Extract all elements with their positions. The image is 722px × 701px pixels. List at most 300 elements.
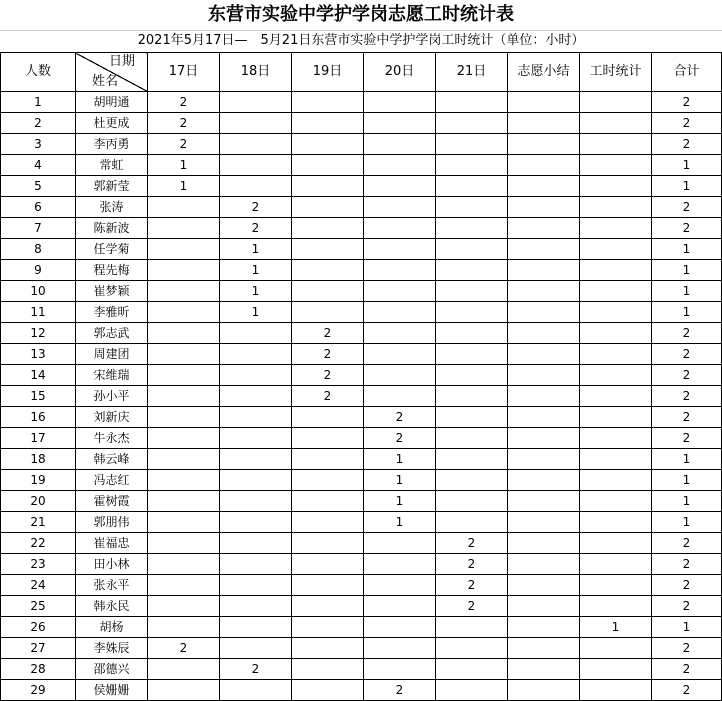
row-value-cell[interactable] bbox=[148, 344, 220, 365]
row-value-cell[interactable] bbox=[436, 92, 508, 113]
row-value-cell[interactable] bbox=[436, 449, 508, 470]
row-value-cell[interactable] bbox=[508, 617, 580, 638]
header-col[interactable]: 合计 bbox=[652, 53, 722, 92]
row-value-cell[interactable] bbox=[436, 239, 508, 260]
row-value-cell[interactable] bbox=[508, 176, 580, 197]
row-value-cell[interactable]: 2 bbox=[220, 218, 292, 239]
row-index-cell[interactable]: 18 bbox=[1, 449, 76, 470]
row-value-cell[interactable]: 1 bbox=[364, 491, 436, 512]
row-value-cell[interactable]: 1 bbox=[652, 302, 722, 323]
row-value-cell[interactable] bbox=[436, 302, 508, 323]
header-index[interactable]: 人数 bbox=[1, 53, 76, 92]
row-value-cell[interactable]: 1 bbox=[220, 281, 292, 302]
row-value-cell[interactable] bbox=[220, 176, 292, 197]
row-value-cell[interactable] bbox=[436, 659, 508, 680]
row-value-cell[interactable]: 1 bbox=[220, 260, 292, 281]
row-name-cell[interactable]: 韩永民 bbox=[76, 596, 148, 617]
row-value-cell[interactable]: 1 bbox=[364, 512, 436, 533]
row-index-cell[interactable]: 23 bbox=[1, 554, 76, 575]
row-value-cell[interactable] bbox=[508, 218, 580, 239]
row-name-cell[interactable]: 周建团 bbox=[76, 344, 148, 365]
row-value-cell[interactable] bbox=[292, 176, 364, 197]
row-value-cell[interactable] bbox=[580, 659, 652, 680]
row-value-cell[interactable] bbox=[364, 323, 436, 344]
row-value-cell[interactable] bbox=[220, 554, 292, 575]
row-value-cell[interactable] bbox=[508, 134, 580, 155]
row-value-cell[interactable]: 2 bbox=[148, 638, 220, 659]
row-value-cell[interactable] bbox=[220, 638, 292, 659]
row-value-cell[interactable] bbox=[148, 680, 220, 701]
row-value-cell[interactable] bbox=[436, 113, 508, 134]
row-value-cell[interactable]: 2 bbox=[364, 680, 436, 701]
row-value-cell[interactable] bbox=[364, 365, 436, 386]
row-name-cell[interactable]: 张涛 bbox=[76, 197, 148, 218]
row-value-cell[interactable] bbox=[580, 302, 652, 323]
header-date-name[interactable] bbox=[76, 53, 148, 92]
row-index-cell[interactable]: 24 bbox=[1, 575, 76, 596]
row-value-cell[interactable] bbox=[580, 260, 652, 281]
row-value-cell[interactable] bbox=[580, 638, 652, 659]
row-value-cell[interactable] bbox=[436, 617, 508, 638]
row-name-cell[interactable]: 冯志红 bbox=[76, 470, 148, 491]
row-name-cell[interactable]: 李雅昕 bbox=[76, 302, 148, 323]
row-value-cell[interactable] bbox=[364, 596, 436, 617]
row-index-cell[interactable]: 29 bbox=[1, 680, 76, 701]
row-value-cell[interactable] bbox=[508, 386, 580, 407]
row-value-cell[interactable] bbox=[292, 449, 364, 470]
row-value-cell[interactable] bbox=[148, 533, 220, 554]
row-value-cell[interactable]: 2 bbox=[652, 407, 722, 428]
row-value-cell[interactable] bbox=[292, 407, 364, 428]
row-value-cell[interactable] bbox=[508, 491, 580, 512]
row-name-cell[interactable]: 胡杨 bbox=[76, 617, 148, 638]
row-name-cell[interactable]: 郭志武 bbox=[76, 323, 148, 344]
row-value-cell[interactable] bbox=[580, 554, 652, 575]
row-index-cell[interactable]: 9 bbox=[1, 260, 76, 281]
row-value-cell[interactable] bbox=[148, 512, 220, 533]
row-value-cell[interactable]: 2 bbox=[652, 365, 722, 386]
row-index-cell[interactable]: 25 bbox=[1, 596, 76, 617]
row-value-cell[interactable] bbox=[292, 155, 364, 176]
row-value-cell[interactable] bbox=[508, 281, 580, 302]
row-value-cell[interactable] bbox=[220, 575, 292, 596]
row-value-cell[interactable] bbox=[220, 92, 292, 113]
row-value-cell[interactable] bbox=[436, 491, 508, 512]
row-value-cell[interactable] bbox=[148, 239, 220, 260]
row-value-cell[interactable] bbox=[436, 365, 508, 386]
row-value-cell[interactable] bbox=[436, 155, 508, 176]
row-value-cell[interactable] bbox=[580, 113, 652, 134]
row-value-cell[interactable]: 1 bbox=[652, 176, 722, 197]
row-index-cell[interactable]: 13 bbox=[1, 344, 76, 365]
row-value-cell[interactable]: 2 bbox=[652, 659, 722, 680]
row-value-cell[interactable] bbox=[148, 428, 220, 449]
row-value-cell[interactable] bbox=[148, 197, 220, 218]
row-value-cell[interactable] bbox=[364, 617, 436, 638]
row-value-cell[interactable] bbox=[508, 113, 580, 134]
row-value-cell[interactable] bbox=[364, 197, 436, 218]
row-name-cell[interactable]: 崔梦颖 bbox=[76, 281, 148, 302]
row-value-cell[interactable]: 2 bbox=[292, 386, 364, 407]
row-index-cell[interactable]: 19 bbox=[1, 470, 76, 491]
row-value-cell[interactable] bbox=[292, 680, 364, 701]
row-value-cell[interactable] bbox=[436, 134, 508, 155]
row-value-cell[interactable] bbox=[508, 470, 580, 491]
row-value-cell[interactable] bbox=[292, 134, 364, 155]
row-value-cell[interactable] bbox=[148, 260, 220, 281]
row-value-cell[interactable] bbox=[220, 365, 292, 386]
row-value-cell[interactable]: 1 bbox=[652, 155, 722, 176]
header-col[interactable]: 20日 bbox=[364, 53, 436, 92]
row-value-cell[interactable]: 1 bbox=[652, 491, 722, 512]
row-value-cell[interactable] bbox=[580, 176, 652, 197]
row-value-cell[interactable] bbox=[292, 533, 364, 554]
row-value-cell[interactable]: 1 bbox=[652, 449, 722, 470]
row-value-cell[interactable] bbox=[364, 533, 436, 554]
row-value-cell[interactable] bbox=[364, 554, 436, 575]
row-value-cell[interactable] bbox=[436, 407, 508, 428]
row-value-cell[interactable] bbox=[508, 407, 580, 428]
row-value-cell[interactable]: 2 bbox=[436, 575, 508, 596]
row-value-cell[interactable] bbox=[292, 596, 364, 617]
header-col[interactable]: 21日 bbox=[436, 53, 508, 92]
row-value-cell[interactable]: 1 bbox=[364, 449, 436, 470]
row-name-cell[interactable]: 胡明通 bbox=[76, 92, 148, 113]
row-value-cell[interactable] bbox=[508, 239, 580, 260]
row-value-cell[interactable] bbox=[364, 176, 436, 197]
row-name-cell[interactable]: 霍树霞 bbox=[76, 491, 148, 512]
row-value-cell[interactable] bbox=[292, 239, 364, 260]
row-value-cell[interactable] bbox=[292, 554, 364, 575]
row-value-cell[interactable]: 1 bbox=[148, 176, 220, 197]
row-name-cell[interactable]: 韩云峰 bbox=[76, 449, 148, 470]
row-index-cell[interactable]: 10 bbox=[1, 281, 76, 302]
row-index-cell[interactable]: 16 bbox=[1, 407, 76, 428]
row-value-cell[interactable] bbox=[292, 302, 364, 323]
row-value-cell[interactable] bbox=[364, 113, 436, 134]
row-value-cell[interactable] bbox=[220, 344, 292, 365]
row-value-cell[interactable]: 2 bbox=[652, 680, 722, 701]
row-value-cell[interactable]: 1 bbox=[652, 281, 722, 302]
row-value-cell[interactable] bbox=[148, 323, 220, 344]
row-value-cell[interactable] bbox=[148, 449, 220, 470]
row-value-cell[interactable]: 2 bbox=[220, 197, 292, 218]
row-value-cell[interactable] bbox=[148, 386, 220, 407]
row-value-cell[interactable] bbox=[148, 659, 220, 680]
row-value-cell[interactable] bbox=[292, 260, 364, 281]
row-value-cell[interactable] bbox=[580, 680, 652, 701]
row-value-cell[interactable] bbox=[508, 638, 580, 659]
row-value-cell[interactable] bbox=[220, 470, 292, 491]
row-name-cell[interactable]: 郭朋伟 bbox=[76, 512, 148, 533]
row-value-cell[interactable] bbox=[436, 512, 508, 533]
row-value-cell[interactable]: 2 bbox=[652, 92, 722, 113]
row-value-cell[interactable] bbox=[436, 470, 508, 491]
row-value-cell[interactable]: 2 bbox=[652, 218, 722, 239]
row-index-cell[interactable]: 6 bbox=[1, 197, 76, 218]
row-value-cell[interactable] bbox=[436, 680, 508, 701]
row-name-cell[interactable]: 陈新波 bbox=[76, 218, 148, 239]
row-value-cell[interactable] bbox=[508, 428, 580, 449]
row-value-cell[interactable] bbox=[436, 176, 508, 197]
row-value-cell[interactable] bbox=[220, 407, 292, 428]
row-value-cell[interactable] bbox=[436, 428, 508, 449]
row-value-cell[interactable] bbox=[508, 596, 580, 617]
row-value-cell[interactable] bbox=[220, 596, 292, 617]
row-value-cell[interactable]: 2 bbox=[148, 113, 220, 134]
row-value-cell[interactable] bbox=[580, 491, 652, 512]
row-value-cell[interactable] bbox=[364, 155, 436, 176]
row-value-cell[interactable] bbox=[436, 386, 508, 407]
row-name-cell[interactable]: 任学菊 bbox=[76, 239, 148, 260]
row-value-cell[interactable] bbox=[148, 617, 220, 638]
row-name-cell[interactable]: 刘新庆 bbox=[76, 407, 148, 428]
row-value-cell[interactable] bbox=[292, 92, 364, 113]
row-value-cell[interactable]: 2 bbox=[652, 386, 722, 407]
row-value-cell[interactable] bbox=[508, 365, 580, 386]
row-index-cell[interactable]: 4 bbox=[1, 155, 76, 176]
row-value-cell[interactable] bbox=[148, 302, 220, 323]
row-index-cell[interactable]: 28 bbox=[1, 659, 76, 680]
row-name-cell[interactable]: 宋维瑞 bbox=[76, 365, 148, 386]
row-value-cell[interactable] bbox=[580, 344, 652, 365]
row-index-cell[interactable]: 8 bbox=[1, 239, 76, 260]
row-value-cell[interactable]: 2 bbox=[652, 134, 722, 155]
row-value-cell[interactable] bbox=[580, 470, 652, 491]
row-value-cell[interactable] bbox=[220, 428, 292, 449]
row-value-cell[interactable] bbox=[220, 134, 292, 155]
row-value-cell[interactable]: 2 bbox=[436, 554, 508, 575]
row-index-cell[interactable]: 15 bbox=[1, 386, 76, 407]
row-value-cell[interactable]: 1 bbox=[220, 302, 292, 323]
row-index-cell[interactable]: 1 bbox=[1, 92, 76, 113]
row-value-cell[interactable] bbox=[436, 344, 508, 365]
row-value-cell[interactable]: 2 bbox=[652, 554, 722, 575]
header-col[interactable]: 工时统计 bbox=[580, 53, 652, 92]
row-value-cell[interactable]: 2 bbox=[220, 659, 292, 680]
row-index-cell[interactable]: 26 bbox=[1, 617, 76, 638]
row-value-cell[interactable] bbox=[580, 596, 652, 617]
row-value-cell[interactable] bbox=[580, 197, 652, 218]
row-value-cell[interactable] bbox=[364, 92, 436, 113]
row-value-cell[interactable] bbox=[580, 407, 652, 428]
row-value-cell[interactable] bbox=[580, 449, 652, 470]
row-value-cell[interactable] bbox=[292, 113, 364, 134]
row-index-cell[interactable]: 14 bbox=[1, 365, 76, 386]
header-col[interactable]: 志愿小结 bbox=[508, 53, 580, 92]
row-index-cell[interactable]: 27 bbox=[1, 638, 76, 659]
row-value-cell[interactable] bbox=[508, 680, 580, 701]
row-value-cell[interactable]: 2 bbox=[652, 638, 722, 659]
row-value-cell[interactable] bbox=[220, 491, 292, 512]
row-value-cell[interactable] bbox=[292, 617, 364, 638]
row-name-cell[interactable]: 孙小平 bbox=[76, 386, 148, 407]
row-value-cell[interactable] bbox=[580, 155, 652, 176]
row-value-cell[interactable]: 2 bbox=[652, 323, 722, 344]
row-value-cell[interactable] bbox=[508, 344, 580, 365]
row-name-cell[interactable]: 侯姗姗 bbox=[76, 680, 148, 701]
row-value-cell[interactable] bbox=[364, 134, 436, 155]
row-value-cell[interactable] bbox=[364, 659, 436, 680]
row-value-cell[interactable]: 2 bbox=[652, 428, 722, 449]
row-value-cell[interactable] bbox=[580, 239, 652, 260]
row-value-cell[interactable] bbox=[364, 386, 436, 407]
row-name-cell[interactable]: 常虹 bbox=[76, 155, 148, 176]
row-value-cell[interactable]: 2 bbox=[652, 113, 722, 134]
row-index-cell[interactable]: 2 bbox=[1, 113, 76, 134]
row-name-cell[interactable]: 杜更成 bbox=[76, 113, 148, 134]
row-value-cell[interactable]: 1 bbox=[652, 617, 722, 638]
row-value-cell[interactable] bbox=[580, 281, 652, 302]
row-index-cell[interactable]: 17 bbox=[1, 428, 76, 449]
row-name-cell[interactable]: 牛永杰 bbox=[76, 428, 148, 449]
row-value-cell[interactable] bbox=[580, 575, 652, 596]
row-value-cell[interactable] bbox=[220, 617, 292, 638]
row-value-cell[interactable] bbox=[508, 260, 580, 281]
row-value-cell[interactable]: 2 bbox=[652, 197, 722, 218]
row-name-cell[interactable]: 李姝辰 bbox=[76, 638, 148, 659]
row-value-cell[interactable]: 2 bbox=[292, 344, 364, 365]
row-value-cell[interactable] bbox=[508, 533, 580, 554]
row-value-cell[interactable] bbox=[508, 155, 580, 176]
row-value-cell[interactable]: 2 bbox=[292, 365, 364, 386]
row-value-cell[interactable] bbox=[148, 575, 220, 596]
row-value-cell[interactable] bbox=[148, 470, 220, 491]
row-value-cell[interactable] bbox=[508, 554, 580, 575]
row-value-cell[interactable] bbox=[148, 407, 220, 428]
row-name-cell[interactable]: 郭新莹 bbox=[76, 176, 148, 197]
row-value-cell[interactable] bbox=[220, 512, 292, 533]
row-value-cell[interactable]: 1 bbox=[652, 470, 722, 491]
row-name-cell[interactable]: 李丙勇 bbox=[76, 134, 148, 155]
row-value-cell[interactable] bbox=[580, 386, 652, 407]
row-value-cell[interactable] bbox=[364, 638, 436, 659]
row-value-cell[interactable] bbox=[220, 386, 292, 407]
row-index-cell[interactable]: 12 bbox=[1, 323, 76, 344]
row-value-cell[interactable] bbox=[436, 260, 508, 281]
row-value-cell[interactable]: 2 bbox=[292, 323, 364, 344]
row-value-cell[interactable] bbox=[508, 302, 580, 323]
row-index-cell[interactable]: 7 bbox=[1, 218, 76, 239]
row-value-cell[interactable] bbox=[508, 197, 580, 218]
row-value-cell[interactable] bbox=[508, 512, 580, 533]
row-value-cell[interactable] bbox=[364, 302, 436, 323]
row-name-cell[interactable]: 程先梅 bbox=[76, 260, 148, 281]
row-value-cell[interactable] bbox=[148, 554, 220, 575]
row-value-cell[interactable] bbox=[364, 344, 436, 365]
row-value-cell[interactable] bbox=[292, 491, 364, 512]
row-name-cell[interactable]: 田小林 bbox=[76, 554, 148, 575]
row-value-cell[interactable] bbox=[292, 281, 364, 302]
row-index-cell[interactable]: 21 bbox=[1, 512, 76, 533]
row-value-cell[interactable] bbox=[364, 281, 436, 302]
row-value-cell[interactable] bbox=[148, 491, 220, 512]
row-index-cell[interactable]: 20 bbox=[1, 491, 76, 512]
row-value-cell[interactable]: 2 bbox=[148, 92, 220, 113]
row-value-cell[interactable] bbox=[148, 281, 220, 302]
row-value-cell[interactable] bbox=[220, 113, 292, 134]
row-value-cell[interactable]: 1 bbox=[580, 617, 652, 638]
row-value-cell[interactable] bbox=[220, 449, 292, 470]
row-value-cell[interactable]: 1 bbox=[364, 470, 436, 491]
header-col[interactable]: 19日 bbox=[292, 53, 364, 92]
row-value-cell[interactable] bbox=[292, 659, 364, 680]
row-value-cell[interactable] bbox=[292, 512, 364, 533]
row-value-cell[interactable] bbox=[436, 323, 508, 344]
row-value-cell[interactable] bbox=[436, 638, 508, 659]
row-value-cell[interactable]: 1 bbox=[220, 239, 292, 260]
row-value-cell[interactable] bbox=[580, 428, 652, 449]
row-index-cell[interactable]: 11 bbox=[1, 302, 76, 323]
row-index-cell[interactable]: 22 bbox=[1, 533, 76, 554]
row-name-cell[interactable]: 张永平 bbox=[76, 575, 148, 596]
row-value-cell[interactable] bbox=[364, 218, 436, 239]
row-value-cell[interactable] bbox=[508, 575, 580, 596]
row-value-cell[interactable] bbox=[292, 638, 364, 659]
row-value-cell[interactable]: 2 bbox=[436, 596, 508, 617]
row-value-cell[interactable] bbox=[580, 323, 652, 344]
row-value-cell[interactable]: 2 bbox=[652, 575, 722, 596]
row-value-cell[interactable]: 2 bbox=[148, 134, 220, 155]
row-value-cell[interactable]: 1 bbox=[652, 260, 722, 281]
row-value-cell[interactable]: 2 bbox=[652, 533, 722, 554]
row-value-cell[interactable]: 1 bbox=[652, 512, 722, 533]
row-value-cell[interactable] bbox=[220, 533, 292, 554]
row-value-cell[interactable] bbox=[364, 260, 436, 281]
row-value-cell[interactable]: 1 bbox=[652, 239, 722, 260]
header-col[interactable]: 17日 bbox=[148, 53, 220, 92]
row-value-cell[interactable] bbox=[148, 218, 220, 239]
row-value-cell[interactable] bbox=[436, 218, 508, 239]
row-value-cell[interactable] bbox=[292, 197, 364, 218]
header-col[interactable]: 18日 bbox=[220, 53, 292, 92]
row-value-cell[interactable] bbox=[220, 680, 292, 701]
row-value-cell[interactable] bbox=[364, 575, 436, 596]
row-value-cell[interactable] bbox=[580, 533, 652, 554]
row-value-cell[interactable] bbox=[436, 197, 508, 218]
row-value-cell[interactable]: 1 bbox=[148, 155, 220, 176]
row-value-cell[interactable] bbox=[508, 323, 580, 344]
row-value-cell[interactable]: 2 bbox=[652, 344, 722, 365]
row-value-cell[interactable] bbox=[436, 281, 508, 302]
row-value-cell[interactable]: 2 bbox=[364, 407, 436, 428]
row-value-cell[interactable] bbox=[220, 155, 292, 176]
row-value-cell[interactable] bbox=[508, 449, 580, 470]
row-index-cell[interactable]: 3 bbox=[1, 134, 76, 155]
row-value-cell[interactable] bbox=[580, 218, 652, 239]
row-value-cell[interactable] bbox=[148, 596, 220, 617]
row-name-cell[interactable]: 邵德兴 bbox=[76, 659, 148, 680]
row-value-cell[interactable] bbox=[580, 92, 652, 113]
row-value-cell[interactable] bbox=[580, 134, 652, 155]
row-value-cell[interactable] bbox=[292, 218, 364, 239]
row-value-cell[interactable] bbox=[148, 365, 220, 386]
row-value-cell[interactable] bbox=[292, 470, 364, 491]
row-value-cell[interactable] bbox=[580, 512, 652, 533]
row-value-cell[interactable] bbox=[292, 575, 364, 596]
row-index-cell[interactable]: 5 bbox=[1, 176, 76, 197]
row-name-cell[interactable]: 崔福忠 bbox=[76, 533, 148, 554]
row-value-cell[interactable] bbox=[580, 365, 652, 386]
row-value-cell[interactable]: 2 bbox=[364, 428, 436, 449]
row-value-cell[interactable] bbox=[220, 323, 292, 344]
row-value-cell[interactable] bbox=[292, 428, 364, 449]
row-value-cell[interactable]: 2 bbox=[436, 533, 508, 554]
row-value-cell[interactable] bbox=[508, 92, 580, 113]
row-value-cell[interactable] bbox=[508, 659, 580, 680]
row-value-cell[interactable] bbox=[364, 239, 436, 260]
row-value-cell[interactable]: 2 bbox=[652, 596, 722, 617]
